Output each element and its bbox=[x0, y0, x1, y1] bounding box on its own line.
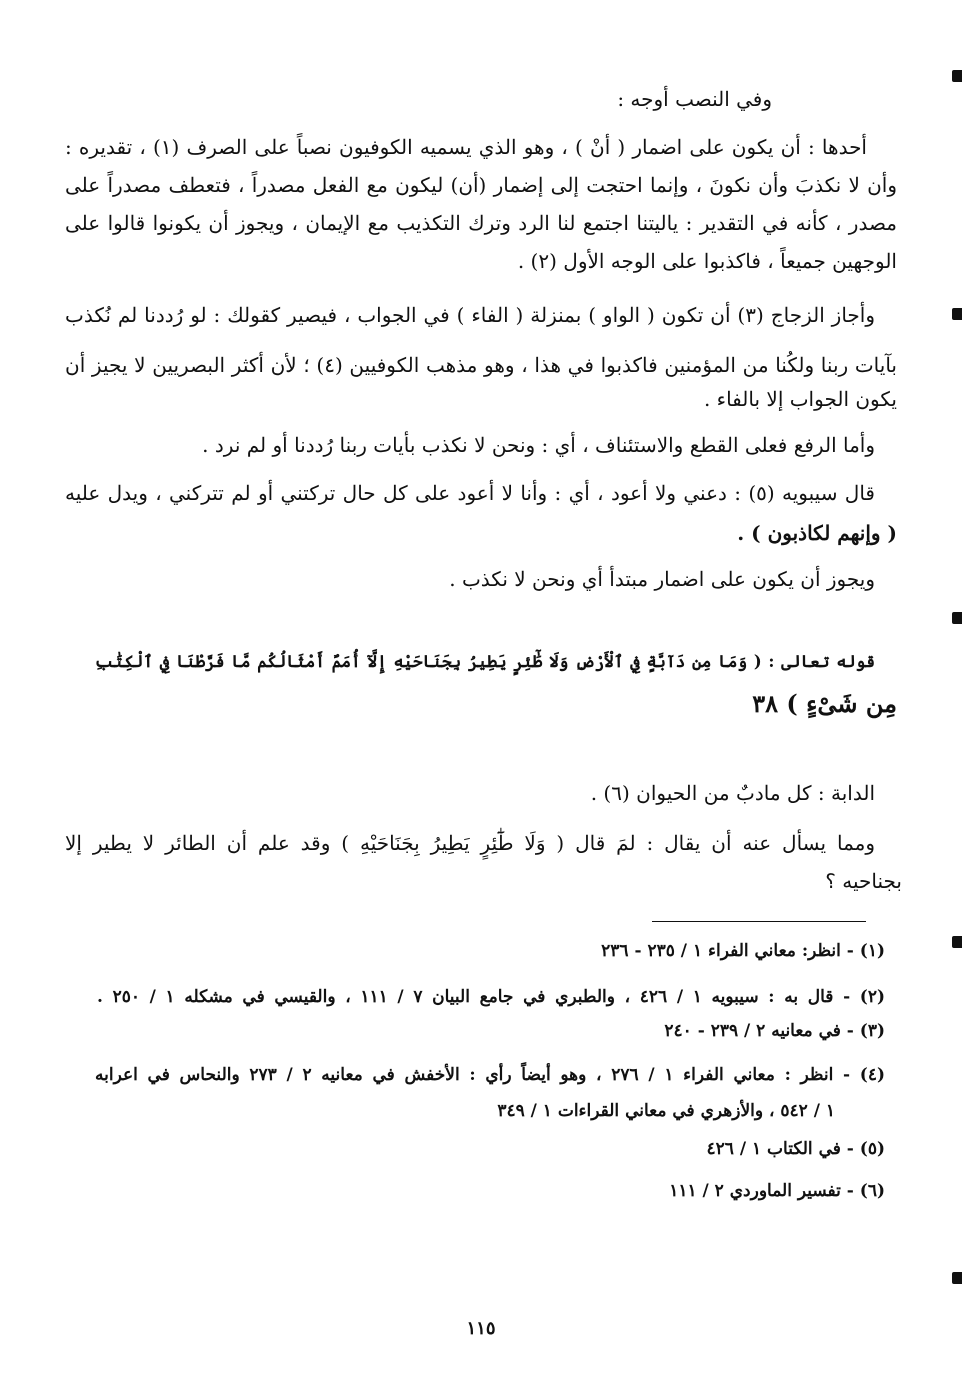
text-line: مصدر ، كأنه في التقدير : ياليتنا اجتمع لنا الرد وترك التكذيب مع الإيمان ، ويجوز أن يكونوا قالوا على bbox=[65, 211, 897, 235]
text-line: قال سيبويه (٥) : دعني ولا أعود ، أي : وأنا لا أعود على كل حال تركتني أو لم تتركني ، ويدل عليه bbox=[65, 481, 875, 505]
footnote: (٢) - قال به : سيبويه ١ / ٤٢٦ ، والطبري في جامع البيان ٧ / ١١١ ، والقيسي في مشكله ١ / ٢٥٠ . bbox=[97, 987, 886, 1007]
margin-mark bbox=[952, 1272, 962, 1284]
footnote: (٤) - انظر : معاني الفراء ١ / ٢٧٦ ، وهو أيضاً رأي : الأخفش في معانيه ٢ / ٢٧٣ والنحاس في اعرابه bbox=[95, 1065, 886, 1085]
quran-verse: مِن شَىْءٍ ) ٣٨ bbox=[752, 689, 897, 718]
text-line: وأجاز الزجاج (٣) أن تكون ( الواو ) بمنزلة ( الفاء ) في الجواب ، فيصير كقولك : لو رُددنا لم نُكذب bbox=[65, 303, 875, 327]
text-line: الوجهين جميعاً ، فاكذبوا على الوجه الأول (٢) . bbox=[517, 249, 897, 273]
margin-mark bbox=[952, 612, 962, 624]
quran-verse: قوله تعالى : ( وَمَا مِن دَآبَّةٍ فِي ٱلْأَرْضِ وَلَا طَٰٓئِرٍ يَطِيرُ بِجَنَاحَيْهِ إِلَّآ أُمَمٌ أَمْثَالُكُم مَّا فَرَّطْنَا فِي ٱلْكِتَٰبِ bbox=[95, 652, 875, 671]
text-line: ويجوز أن يكون على اضمار مبتدأ أي ونحن لا نكذب . bbox=[449, 567, 875, 591]
text-line: ومما يسأل عنه أن يقال : لمَ قال ( وَلَا طَٰٓئِرٍ يَطِيرُ بِجَنَاحَيْهِ ) وقد علم أن الطائر لا يطير إلا bbox=[65, 831, 875, 855]
text-line: أحدها : أن يكون على اضمار ( أنْ ) ، وهو الذي يسميه الكوفيون نصباً على الصرف (١) ، تقديره : bbox=[65, 135, 867, 159]
section-heading: وفي النصب أوجه : bbox=[617, 87, 772, 111]
quran-quote: ( وإنهم لكاذبون ) . bbox=[737, 521, 897, 545]
footnote: (٦) - تفسير الماوردي ٢ / ١١١ bbox=[669, 1181, 885, 1201]
margin-mark bbox=[952, 936, 962, 948]
text-line: وأما الرفع فعلى القطع والاستئناف ، أي : ونحن لا نكذب بأيات ربنا رُددنا أو لم نرد . bbox=[202, 433, 875, 457]
footnote: (٥) - في الكتاب ١ / ٤٢٦ bbox=[706, 1139, 885, 1159]
text-line: بآيات ربنا ولكُنا من المؤمنين فاكذبوا في هذا ، وهو مذهب الكوفيين (٤) ؛ لأن أكثر البصريين لا يجيز أن bbox=[65, 353, 897, 377]
text-line: يكون الجواب إلا بالفاء . bbox=[703, 387, 897, 411]
footnote-separator bbox=[652, 921, 866, 922]
footnote: ١ / ٥٤٢ ، والأزهري في معاني القراءات ١ / ٣٤٩ bbox=[497, 1101, 835, 1121]
page-number: ١١٥ bbox=[466, 1318, 496, 1339]
text-line: وأن لا نكذبَ وأن نكونَ ، وإنما احتجت إلى إضمار (أن) ليكون مع الفعل مصدراً ، فتعطف مصدراً على bbox=[65, 173, 897, 197]
footnote: (١) - انظر: معاني الفراء ١ / ٢٣٥ - ٢٣٦ bbox=[601, 941, 885, 961]
margin-mark bbox=[952, 308, 962, 320]
footnote: (٣) - في معانيه ٢ / ٢٣٩ - ٢٤٠ bbox=[664, 1021, 885, 1041]
margin-mark bbox=[952, 70, 962, 82]
text-line: الدابة : كل مادبٌ من الحيوان (٦) . bbox=[590, 781, 875, 805]
text-line: بجناحيه ؟ bbox=[825, 869, 902, 893]
